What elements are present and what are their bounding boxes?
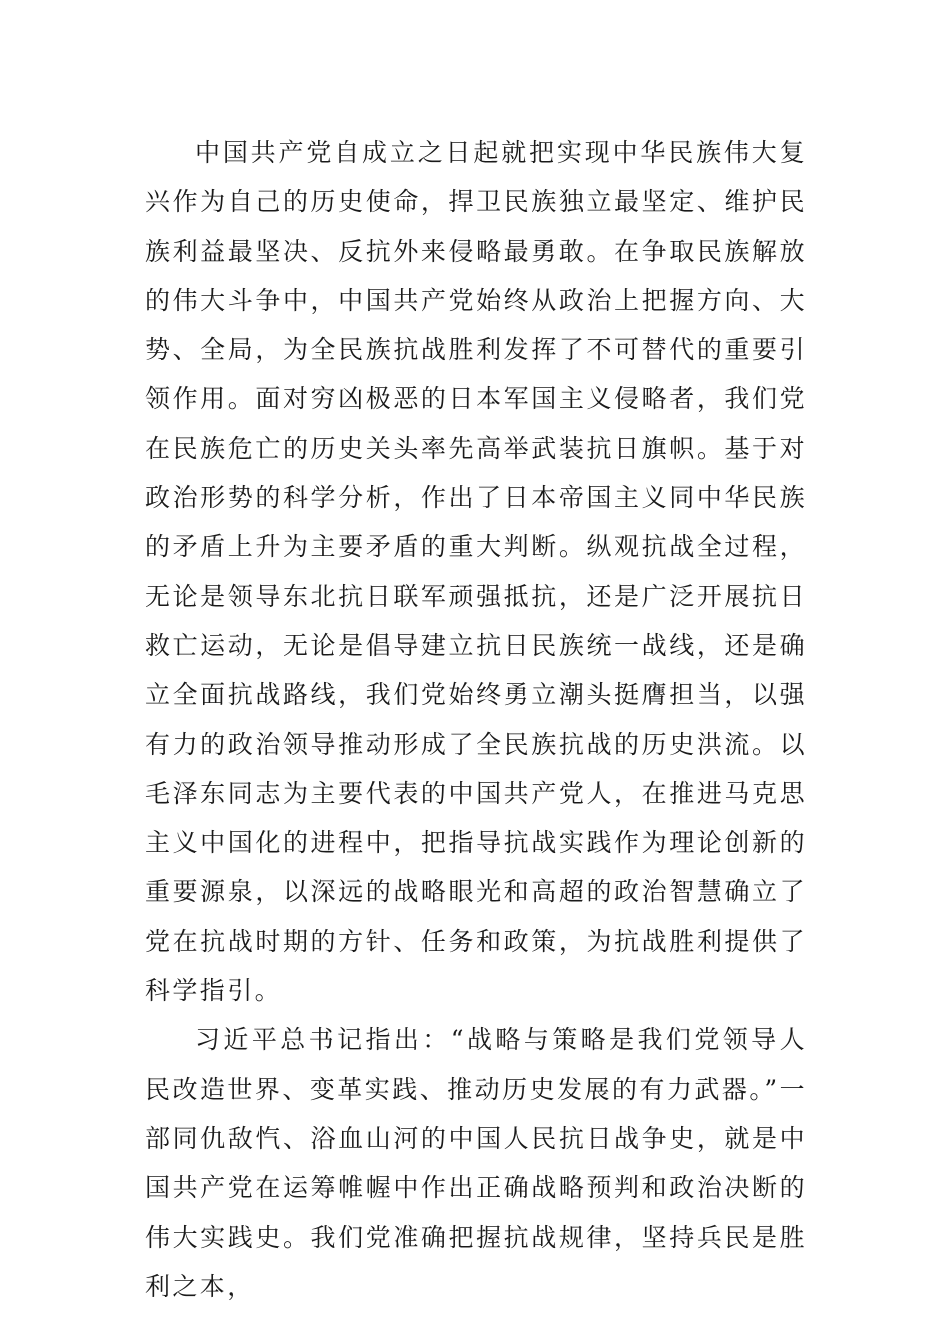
paragraph-2: 习近平总书记指出：“战略与策略是我们党领导人民改造世界、变革实践、推动历史发展的有力武器。”一部同仇敌忾、浴血山河的中国人民抗日战争史，就是中国共产党在运筹帷幄中作出正确战略预判和政治决断的伟大实践史。我们党准确把握抗战规律，坚持兵民是胜利之本， xyxy=(145,1025,807,1301)
body-text xyxy=(145,128,807,1311)
paragraph-1: 中国共产党自成立之日起就把实现中华民族伟大复兴作为自己的历史使命，捍卫民族独立最坚定、维护民族利益最坚决、反抗外来侵略最勇敢。在争取民族解放的伟大斗争中，中国共产党始终从政治上把握方向、大势、全局，为全民族抗战胜利发挥了不可替代的重要引领作用。面对穷凶极恶的日本军国主义侵略者，我们党在民族危亡的历史关头率先高举武装抗日旗帜。基于对政治形势的科学分析，作出了日本帝国主义同中华民族的矛盾上升为主要矛盾的重大判断。纵观抗战全过程，无论是领导东北抗日联军顽强抵抗，还是广泛开展抗日救亡运动，无论是倡导建立抗日民族统一战线，还是确立全面抗战路线，我们党始终勇立潮头挺膺担当，以强有力的政治领导推动形成了全民族抗战的历史洪流。以毛泽东同志为主要代表的中国共产党人，在推进马克思主义中国化的进程中，把指导抗战实践作为理论创新的重要源泉，以深远的战略眼光和高超的政治智慧确立了党在抗战时期的方针、任务和政策，为抗战胜利提供了科学指引。 xyxy=(145,138,807,1006)
